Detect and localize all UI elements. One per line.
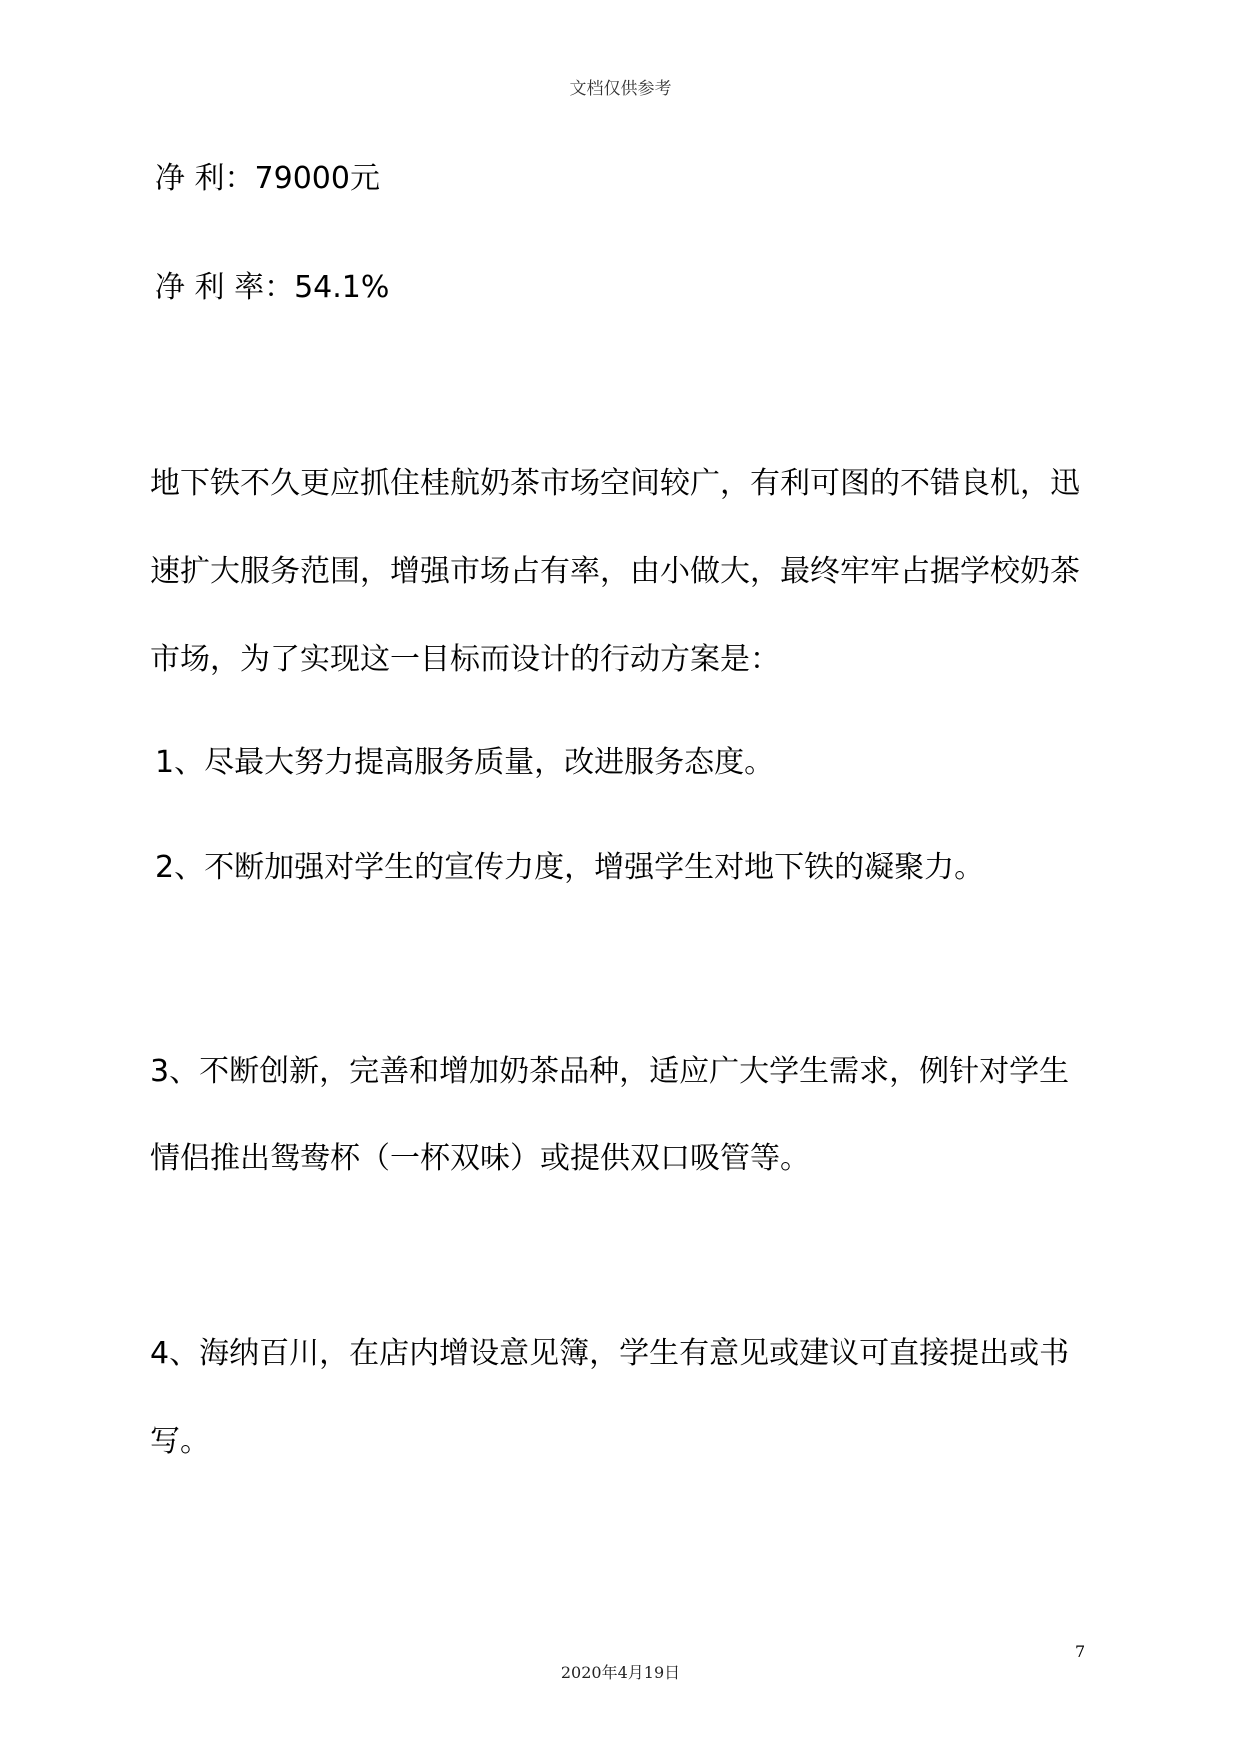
page-header: 文档仅供参考 — [569, 79, 672, 99]
intro-line-1: 地下铁不久更应抓住桂航奶茶市场空间较广，有利可图的不错良机，迅 — [150, 466, 1080, 501]
plan-item-1: 1、尽最大努力提高服务质量，改进服务态度。 — [155, 745, 775, 780]
footer-date: 2020年4月19日 — [560, 1663, 681, 1682]
plan-item-2: 2、不断加强对学生的宣传力度，增强学生对地下铁的凝聚力。 — [155, 850, 985, 885]
plan-item-3-line-2: 情侣推出鸳鸯杯（一杯双味）或提供双口吸管等。 — [150, 1141, 810, 1176]
plan-item-4-line-1: 4、海纳百川，在店内增设意见簿，学生有意见或建议可直接提出或书 — [150, 1336, 1070, 1371]
net-profit-rate-line: 净 利 率：54.1% — [155, 270, 390, 305]
intro-line-2: 速扩大服务范围，增强市场占有率，由小做大，最终牢牢占据学校奶茶 — [150, 554, 1080, 589]
intro-line-3: 市场，为了实现这一目标而设计的行动方案是： — [150, 642, 780, 677]
page-number: 7 — [1075, 1642, 1086, 1661]
plan-item-4-line-2: 写。 — [150, 1424, 210, 1459]
net-profit-line: 净 利：79000元 — [155, 161, 380, 196]
plan-item-3-line-1: 3、不断创新，完善和增加奶茶品种，适应广大学生需求，例针对学生 — [150, 1054, 1070, 1089]
